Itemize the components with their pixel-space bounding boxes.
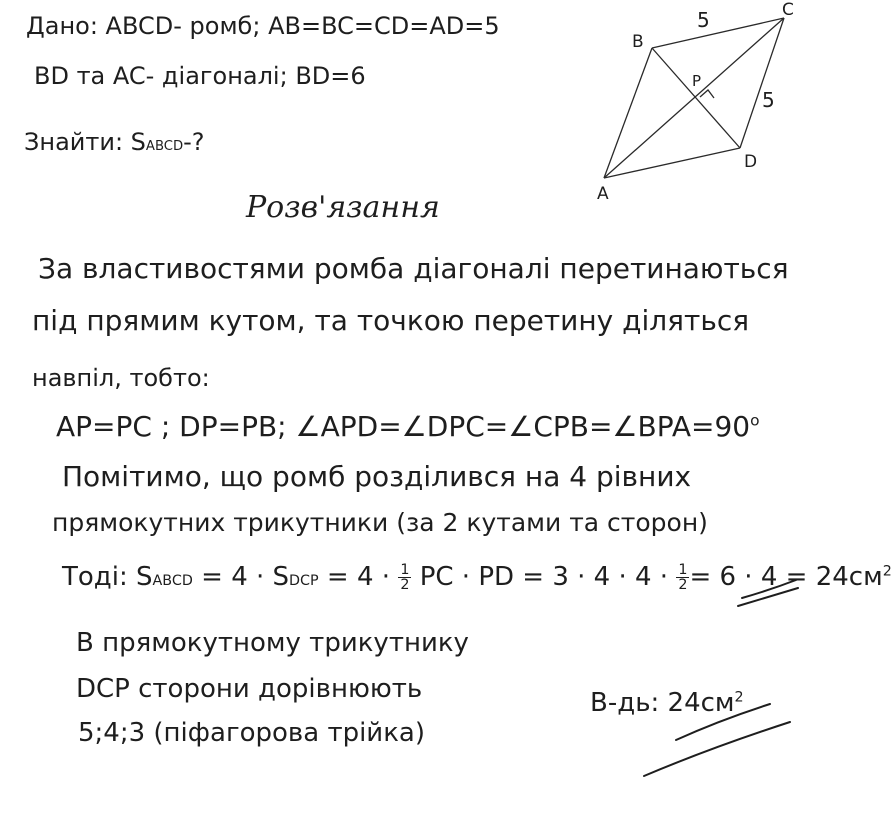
vertex-label-c: C [782, 0, 794, 20]
result-underline-1 [742, 580, 796, 598]
paragraph1-line3: навпіл, тобто: [32, 364, 210, 392]
paragraph3-line2: DCP сторони дорівнюють [76, 674, 423, 704]
calc-superscript: 2 [882, 563, 892, 580]
paragraph3-line3: 5;4;3 (піфагорова трійка) [78, 718, 425, 748]
calc-end: = 6 · 4 = 24см [689, 562, 883, 592]
answer-underline-2 [644, 722, 790, 776]
calc-subscript-abcd: ABCD [152, 573, 193, 589]
vertex-label-b: B [632, 32, 644, 52]
solution-title: Розв'язання [246, 190, 440, 225]
degree-mark: o [750, 411, 760, 430]
paragraph3-line1: В прямокутному трикутнику [76, 628, 469, 658]
find-subscript: ABCD [145, 139, 184, 154]
vertex-label-a: A [597, 184, 609, 204]
paragraph1-line1: За властивостями ромба діагоналі перетинаються [38, 252, 789, 285]
fraction-half-2: $\frac{1}{2}$ [678, 561, 688, 593]
given-line-1: Дано: ABCD- ромб; AB=BC=CD=AD=5 [26, 12, 500, 40]
side-length-right: 5 [762, 88, 775, 112]
fraction-half-1: $\frac{1}{2}$ [400, 561, 410, 593]
calc-mid3: PC · PD = 3 · 4 · 4 · [419, 562, 677, 592]
answer-underline-1 [676, 704, 770, 740]
vertex-label-d: D [744, 152, 758, 172]
answer-text: В-дь: 24см [590, 688, 735, 718]
calc-mid1: = 4 · S [201, 562, 290, 592]
calc-subscript-dcp: DCP [289, 573, 319, 589]
paragraph1-line2: під прямим кутом, та точкою перетину діляться [32, 304, 750, 337]
calc-prefix: Тоді: S [62, 562, 153, 592]
equalities-text: AP=PC ; DP=PB; ∠APD=∠DPC=∠CPB=∠BPA=90 [56, 410, 751, 443]
point-label-p: P [692, 72, 702, 90]
paragraph2-line2: прямокутних трикутники (за 2 кутами та сторон) [52, 508, 708, 537]
paragraph2-line1: Помітимо, що ромб розділився на 4 рівних [62, 460, 692, 493]
calc-mid2: = 4 · [326, 562, 399, 592]
answer-superscript: 2 [734, 689, 744, 706]
side-length-top: 5 [697, 8, 710, 32]
find-suffix: -? [183, 128, 205, 156]
find-prefix: Знайти: S [24, 128, 146, 156]
given-line-2: BD та AC- діагоналі; BD=6 [34, 62, 366, 90]
